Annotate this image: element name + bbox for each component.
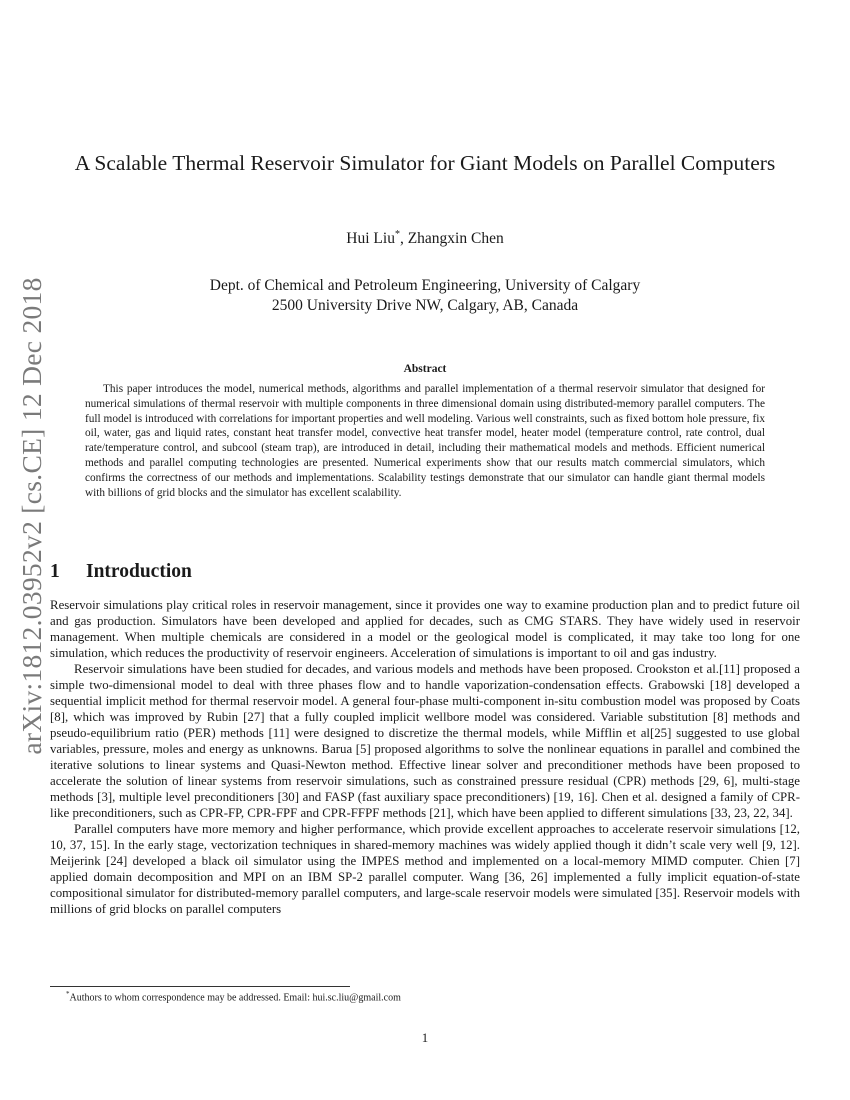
body-paragraph: Reservoir simulations have been studied for decades, and various models and methods have been proposed. Crookston et al.[11] proposed a simple two-dimensional model to deal with three phases flow and to handle vaporization-condensation effects. Grabowski [18] developed a sequential implicit method for thermal reservoir model. A general four-phase multi-component in-situ combustion model was proposed by Coats [8], which was improved by Rubin [27] that a fully coupled implicit wellbore model was considered. Variable substitution [8] methods and pseudo-equilibrium ratio (PER) methods [11] were designed to discretize the thermal models, while Mifflin et al[25] suggested to use global variables, pressure, moles and energy as unknowns. Barua [5] proposed algorithms to solve the nonlinear equations in parallel and combined the iterative solutions to linear systems and Quasi-Newton method. Effective linear solver and preconditioner methods have been proposed to accelerate the solution of linear systems from reservoir simulations, such as constrained pressure residual (CPR) methods [29, 6], multi-stage methods [3], multiple level preconditioners [30] and FASP (fast auxiliary space preconditioners) [19, 16]. Chen et al. designed a family of CPR-like preconditioners, such as CPR-FP, CPR-FPF and CPR-FFPF methods [21], which have been applied to different simulations [33, 23, 22, 34]. [50, 662, 800, 820]
arxiv-identifier: arXiv:1812.03952v2 [cs.CE] 12 Dec 2018 [16, 277, 47, 755]
section-title: Introduction [86, 561, 192, 582]
arxiv-stamp [12, 266, 52, 766]
footnote-mark: * [66, 990, 70, 998]
section-body [50, 597, 800, 917]
body-paragraph: Parallel computers have more memory and higher performance, which provide excellent approaches to accelerate reservoir simulations [12, 10, 37, 15]. In the early stage, vectorization techniques in shared-memory machines was widely applied though it didn’t scale very well [9, 12]. Meijerink [24] developed a black oil simulator using the IMPES method and implemented on a local-memory MIMD computer. Chien [7] applied domain decomposition and MPI on an IBM SP-2 parallel computer. Wang [36, 26] implemented a fully implicit equation-of-state compositional simulator for distributed-memory parallel computers, and large-scale reservoir models were simulated [35]. Reservoir models with millions of grid blocks on parallel computers [50, 822, 800, 916]
affiliation-department: Dept. of Chemical and Petroleum Engineering, University of Calgary [209, 277, 641, 294]
page-number: 1 [421, 1031, 429, 1045]
affiliation-address: 2500 University Drive NW, Calgary, AB, Canada [271, 297, 579, 314]
body-paragraph: Reservoir simulations play critical roles in reservoir management, since it provides one way to examine production plan and to predict future oil and gas production. Simulators have been developed and applied for decades, such as CMG STARS. They have widely used in reservoir management. When multiple chemicals are considered in a model or the geological model is complicated, it may take too long for one simulation, which reduces the productivity of reservoir engineers. Acceleration of simulations is important to oil and gas industry. [50, 598, 800, 660]
author-list [60, 229, 790, 248]
abstract-text: This paper introduces the model, numerical methods, algorithms and parallel implementation of a thermal reservoir simulator that designed for numerical simulations of thermal reservoir with multiple components in three dimensional domain using distributed-memory parallel computers. The full model is introduced with correlations for important properties and well modeling. Various well constraints, such as fixed bottom hole pressure, fix oil, water, gas and liquid rates, constant heat transfer model, convective heat transfer model, heater model (temperature control, rate control, dual rate/temperature control, and subcool (steam trap), are introduced in detail, including their mathematical models and methods. Efficient numerical methods and parallel computing technologies are presented. Numerical experiments show that our results match commercial simulators, which confirms the correctness of our methods and implementations. Scalability testings demonstrate that our simulator can handle giant thermal models with billions of grid blocks and the simulator has excellent scalability. [85, 383, 765, 499]
affiliation [60, 276, 790, 316]
footnote-divider [50, 986, 350, 987]
paper-title: A Scalable Thermal Reservoir Simulator for Giant Models on Parallel Computers [74, 151, 776, 175]
section-heading [50, 561, 192, 583]
author-name: Hui Liu [346, 230, 395, 248]
coauthor-name: , Zhangxin Chen [399, 230, 504, 248]
section-number: 1 [50, 561, 60, 582]
footnote [50, 990, 401, 1003]
abstract-heading: Abstract [403, 363, 447, 375]
author-footnote-mark: * [394, 229, 400, 240]
footnote-text: Authors to whom correspondence may be addressed. Email: hui.sc.liu@gmail.com [69, 992, 401, 1004]
